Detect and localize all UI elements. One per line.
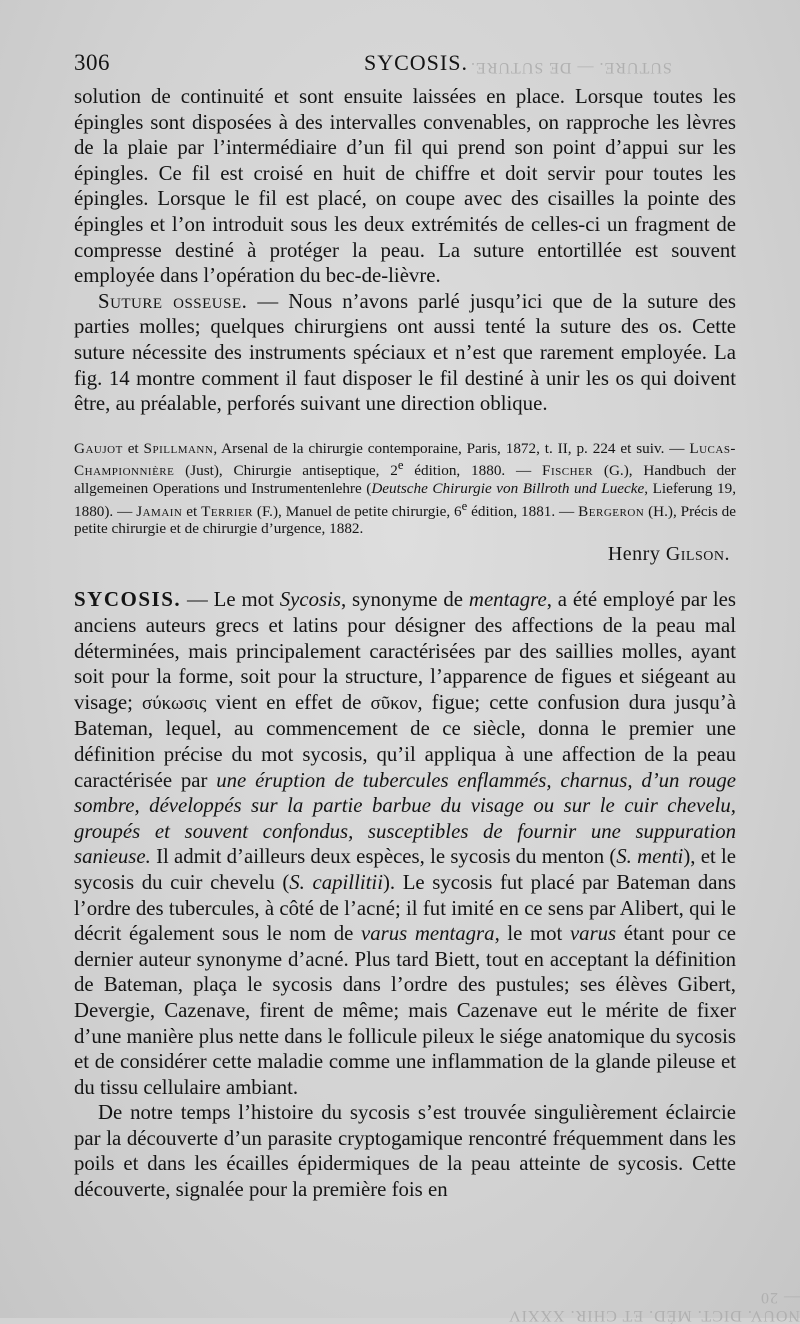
body-text <box>74 84 736 1203</box>
biblio-italic: Deutsche Chirurgie von Billroth und Luecke <box>371 479 645 497</box>
section-heading: Suture osseuse. <box>98 289 248 313</box>
biblio-text: , Arsenal de la chirurgie contemporaine, Paris, 1872, t. II, p. 224 et suiv. — <box>213 439 690 457</box>
italic-definition: une éruption de tubercules enflammés, charnus, d’un rouge sombre, développés sur la partie barbue du visage ou sur le cuir chevelu, groupés et souvent confondus, susceptibles de fournir une suppuration sanieuse. <box>74 768 736 869</box>
text: , a été employé par les anciens auteurs grecs et latins pour désigner des affections de la peau mal déterminées, mais principalement caractérisées par des saillies molles, ayant soit pour la forme, soit pour la structure, l’apparence de figues et siégeant au visage; <box>74 588 737 714</box>
paragraph-text: — Nous n’avons parlé jusqu’ici que de la suture des parties molles; quelques chirurgiens ont aussi tenté la suture des os. Cette suture nécessite des instruments spéciaux et n’est que rarement employée. La fig. 14 montre comment il faut disposer le fil destiné à unir les os qui doivent être, au préalable, perforés suivant une direction oblique. <box>74 289 736 416</box>
paragraph-text: solution de continuité et sont ensuite laissées en place. Lorsque toutes les épingles sont disposées à des intervalles convenables, on rapproche les lèvres de la plaie par l’intermédiaire d’un fil qui prend son point d’appui sur les épingles. Ce fil est croisé en huit de chiffre et doit servir pour toutes les épingles. Lorsque le fil est placé, on coupe avec des cisailles la pointe des épingles et l’on introduit sous les deux extrémités de celles-ci un fragment de compresse destiné à protéger la peau. La suture entortillée est souvent employée dans l’opération du bec-de-lièvre. <box>74 85 736 288</box>
paragraph-text: De notre temps l’histoire du sycosis s’est trouvée singulièrement éclaircie par la découverte d’un parasite cryptogamique rencontré fréquemment dans les poils et dans les écailles épidermiques de la peau atteinte de sycosis. Cette découverte, signalée pour la première fois en <box>74 1101 736 1202</box>
text: , figue; cette confusion dura jusqu’à Bateman, lequel, au commencement de ce siècle, donna le premier une définition précise du mot sycosis, qu’il appliqua à une affection de la peau caractérisée par <box>74 690 736 792</box>
signature-last-name: Gilson. <box>665 542 730 565</box>
bibliography <box>74 440 736 538</box>
paragraph-history <box>74 1100 736 1202</box>
text: , le mot <box>494 922 570 946</box>
signature <box>74 542 730 568</box>
author: Fischer <box>542 462 594 480</box>
show-through-text-bottom: NOUV. DICT. MÉD. ET CHIR. XXXIV — 20 <box>508 1289 800 1324</box>
italic-term: S. capillitii <box>289 870 383 894</box>
author: Spillmann <box>143 439 214 457</box>
page-number: 306 <box>74 50 110 75</box>
biblio-text: édition, 1880. — <box>403 462 543 480</box>
text: vient en effet de <box>206 690 371 714</box>
author: Jamain <box>136 502 183 520</box>
text: étant pour ce dernier auteur synonyme d’acné. Plus tard Biett, tout en acceptant la définition de Bateman, plaça le sycosis dans l’ordre des pustules; ses élèves Gibert, Devergie, Cazenave, firent de même; mais Cazenave eut le mérite de fixer d’une manière plus nette dans le follicule pileux le siége anatomique du sycosis et de considérer cette maladie comme une inflammation de la glande pileuse et du tissu cellulaire ambiant. <box>74 922 736 1099</box>
italic-term: varus mentagra <box>361 922 495 946</box>
greek-word: σύκωσις <box>142 692 207 714</box>
italic-term: S. menti <box>616 845 684 869</box>
biblio-text: , Lieferung 19, 1880). — <box>74 479 736 520</box>
biblio-text: (F.), Manuel de petite chirurgie, 6 <box>253 502 462 520</box>
author: Bergeron <box>578 502 645 520</box>
biblio-text: (Just), Chirurgie antiseptique, 2 <box>174 462 398 480</box>
biblio-text: (G.), Handbuch der allgemeinen Operations und Instrumentenlehre ( <box>74 462 736 497</box>
text: — Le mot <box>181 588 280 612</box>
text: Il admit d’ailleurs deux espèces, le sycosis du menton ( <box>150 845 617 869</box>
biblio-text: (H.), Précis de petite chirurgie et de chirurgie d’urgence, 1882. <box>74 502 736 538</box>
text: , synonyme de <box>340 588 469 612</box>
running-head: SYCOSIS. <box>364 50 468 75</box>
paragraph-sycosis <box>74 587 736 1100</box>
italic-term: varus <box>569 922 617 946</box>
text: ), et le sycosis du cuir chevelu ( <box>74 845 736 894</box>
greek-word: σῦκον <box>370 692 418 714</box>
biblio-text: édition, 1881. — <box>467 502 579 520</box>
italic-term: Sycosis <box>279 588 341 612</box>
italic-term: mentagre <box>468 588 547 612</box>
paragraph-suture-end <box>74 84 736 289</box>
text: ). Le sycosis fut placé par Bateman dans l’ordre des tubercules, à côté de l’acné; il fut imité en ce sens par Alibert, qui le décrit également sous le nom de <box>74 870 736 946</box>
author: Lucas-Championnière <box>74 439 736 480</box>
article-title: SYCOSIS. <box>74 587 182 612</box>
superscript: e <box>397 458 404 473</box>
paragraph-suture-osseuse <box>74 289 736 417</box>
biblio-text: et <box>182 502 202 520</box>
biblio-text: et <box>122 439 144 457</box>
show-through-text-top: SUTURE. — DE SUTURE. <box>470 59 672 76</box>
author: Gaujot <box>74 439 123 457</box>
superscript: e <box>461 498 468 513</box>
signature-first-name: Henry <box>607 542 666 565</box>
author: Terrier <box>201 502 253 520</box>
